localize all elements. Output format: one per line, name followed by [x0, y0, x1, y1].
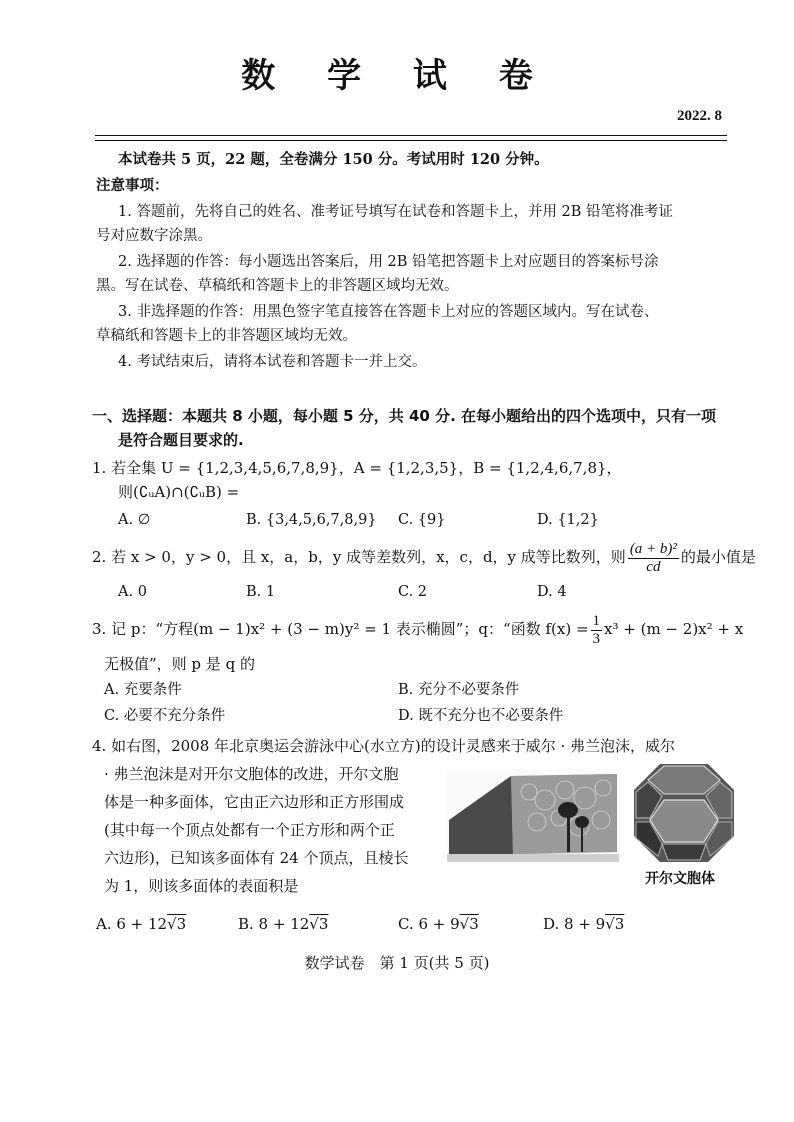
exam-date: 2022. 8: [677, 108, 722, 124]
water-cube-photo: [447, 770, 619, 862]
q2-fraction: [628, 541, 679, 576]
q3-option-a: A. 充要条件: [104, 682, 182, 698]
q2-option-a: A. 0: [118, 584, 147, 600]
q2-option-b: B. 1: [246, 584, 276, 600]
notice-3-line-2: 草稿纸和答题卡上的非答题区域均无效。: [96, 328, 357, 344]
q4-option-a-text: A. 6 + 12: [96, 915, 168, 933]
notice-4: 4. 考试结束后，请将本试卷和答题卡一并上交。: [118, 354, 427, 370]
q3-option-c: C. 必要不充分条件: [104, 708, 226, 724]
q3-frac-den: 3: [592, 630, 601, 647]
q3-frac-num: 1: [592, 612, 601, 629]
q3-option-d: D. 既不充分也不必要条件: [398, 708, 564, 724]
q3-stem-post: x³ + (m − 2)x² + x: [604, 620, 744, 638]
q4-option-a: [96, 914, 186, 934]
notice-2-line-2: 黑。写在试卷、草稿纸和答题卡上的非答题区域均无效。: [96, 278, 459, 294]
notice-1-line-2: 号对应数字涂黑。: [96, 228, 212, 244]
q1-option-c: C. {9}: [398, 512, 446, 528]
page-title: 数 学 试 卷: [241, 56, 553, 96]
q4-option-b-root: √3: [309, 915, 329, 933]
kelvin-cell-polyhedron: [630, 760, 738, 866]
q4-option-b: [238, 914, 328, 934]
notice-1-line-1: 1. 答题前，先将自己的姓名、准考证号填写在试卷和答题卡上，并用 2B 铅笔将准考证: [118, 204, 674, 220]
polyhedron-caption: 开尔文胞体: [645, 871, 715, 887]
q3-fraction: [591, 613, 603, 648]
q2-stem-post: 的最小值是: [680, 548, 756, 566]
q4-option-c-text: C. 6 + 9: [398, 915, 460, 933]
notice-heading: 注意事项：: [96, 177, 169, 194]
question-1-stem: 1. 若全集 U = {1,2,3,4,5,6,7,8,9}，A = {1,2,3,5}，B = {1,2,4,6,7,8}，: [92, 459, 622, 477]
question-2-stem: [92, 540, 756, 576]
q2-frac-num: (a + b)²: [629, 540, 677, 557]
question-4-line-2: · 弗兰泡沫是对开尔文胞体的改进，开尔文胞: [104, 765, 399, 783]
q4-option-c: [398, 914, 479, 934]
q4-option-c-root: √3: [459, 915, 479, 933]
question-4-line-1: 4. 如右图，2008 年北京奥运会游泳中心(水立方)的设计灵感来于威尔 · 弗兰泡沫，威尔: [92, 737, 676, 755]
q1-option-b: B. {3,4,5,6,7,8,9}: [246, 512, 377, 528]
q4-option-d-root: √3: [605, 915, 625, 933]
exam-summary: 本试卷共 5 页，22 题，全卷满分 150 分。考试用时 120 分钟。: [118, 151, 549, 168]
notice-2-line-1: 2. 选择题的作答：每小题选出答案后，用 2B 铅笔把答题卡上对应题目的答案标号涂: [118, 254, 659, 270]
question-4-line-4: (其中每一个顶点处都有一个正方形和两个正: [104, 821, 395, 839]
q2-option-c: C. 2: [398, 584, 428, 600]
q1-option-d: D. {1,2}: [537, 512, 599, 528]
q4-option-a-root: √3: [167, 915, 187, 933]
q4-option-b-text: B. 8 + 12: [238, 915, 310, 933]
q3-stem-pre: 3. 记 p：“方程(m − 1)x² + (3 − m)y² = 1 表示椭圆”；q：“函数 f(x) =: [92, 620, 589, 638]
question-3-stem-cont: 无极值”，则 p 是 q 的: [104, 655, 255, 673]
question-3-stem: [92, 612, 743, 648]
question-4-line-5: 六边形)，已知该多面体有 24 个顶点，且棱长: [104, 849, 409, 867]
q2-stem-pre: 2. 若 x > 0，y > 0，且 x，a，b，y 成等差数列，x，c，d，y 成等比数列，则: [92, 548, 626, 566]
q3-option-b: B. 充分不必要条件: [398, 682, 520, 698]
q4-option-d-text: D. 8 + 9: [543, 915, 606, 933]
q2-frac-den: cd: [646, 558, 661, 575]
header-rule-thin: [95, 140, 727, 141]
question-4-line-6: 为 1，则该多面体的表面积是: [104, 877, 299, 895]
header-rule: [95, 135, 727, 136]
q2-option-d: D. 4: [537, 584, 567, 600]
q1-option-a: A. ∅: [118, 512, 151, 528]
page-footer: 数学试卷 第 1 页(共 5 页): [304, 954, 490, 972]
notice-3-line-1: 3. 非选择题的作答：用黑色签字笔直接答在答题卡上对应的答题区域内。写在试卷、: [118, 304, 659, 320]
question-1-stem-cont: 则(∁ᵤA)∩(∁ᵤB) =: [118, 483, 240, 501]
question-4-line-3: 体是一种多面体，它由正六边形和正方形围成: [104, 793, 405, 811]
q4-option-d: [543, 914, 624, 934]
section-heading-cont: 是符合题目要求的.: [118, 431, 244, 449]
section-heading: 一、选择题：本题共 8 小题，每小题 5 分，共 40 分. 在每小题给出的四个选项中，只有一项: [92, 407, 717, 425]
